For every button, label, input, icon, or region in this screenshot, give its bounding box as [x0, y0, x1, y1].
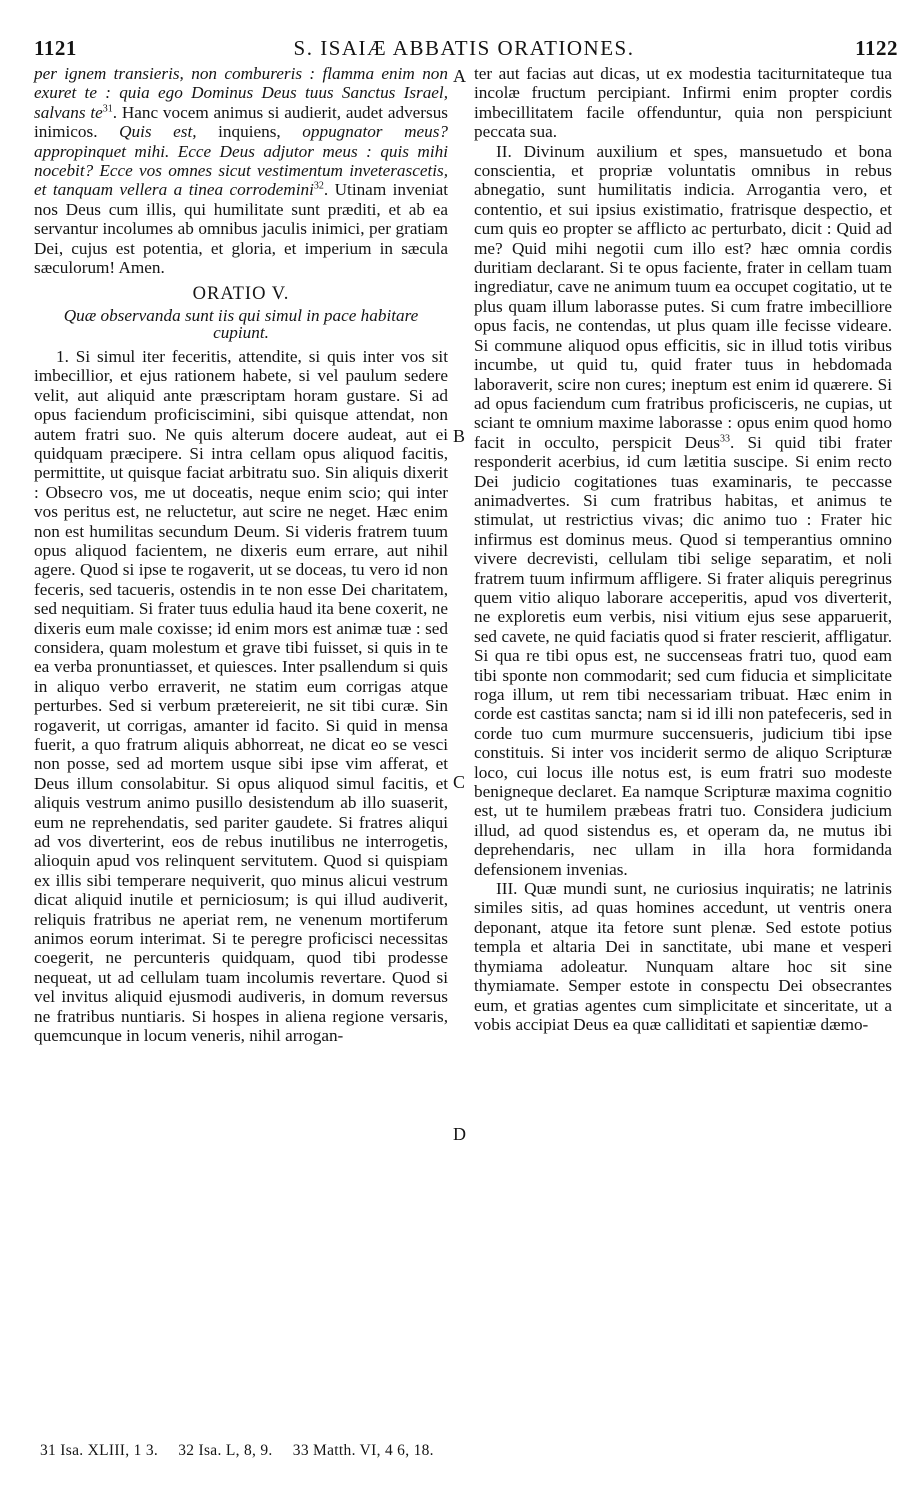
right-paragraph-3: III. Quæ mundi sunt, ne curiosius inquiratis; ne latrinis similes sitis, ad quas homines accedunt, ut ventris onera deponant, atque ita fetore sunt plenæ. Sed estote potius templa et altaria Dei in sanctitate, ubi mane et vesperi thymiama adoleatur. Nunquam altare hoc sit sine thymiamate. Semper estote in conspectu Dei obsecrantes eum, et gratias agentes cum simplicitate et sinceritate, ut a vobis accipiat Deus ea quæ calliditati et sapientiæ dæmo- [474, 879, 892, 1034]
running-header [30, 36, 898, 62]
margin-marker-b: B [453, 426, 466, 446]
body-text: II. Divinum auxilium et spes, mansuetudo et bona conscientia, et propriæ voluntatis omnibus in rebus abnegatio, sunt humilitatis indicia. Arrogantia vero, et contentio, et sui ipsius existimatio, fratrisque despectio, et cum quis eo propter se afflicto ac perturbato, dicit : Quid ad me? Quid mihi negotii cum illo est? hæc omnia cordis duritiam declarant. Si te opus faciente, frater in cellam tuam ingrediatur, cave ne animum tuum ea occupet cogitatio, ut te plus quam illum laborasse putes. Si cum fratre imbecilliore opus facis, ne contendas, ut plus quam ille fecisse videare. Si commune aliquod opus efficitis, sic in illud totis viribus incumbe, ut quid tu, quid frater tuus in hebdomada laboraverit, scire non cures; ineptum est enim id quærere. Si ad opus faciendum cum fratribus proficisceris, ne cupias, ut sciant te omnium maxime laborasse : opus enim quod homo facit in occulto, perspicit Deus [474, 141, 892, 452]
section-subtitle: Quæ observanda sunt iis qui simul in pace habitare cupiunt. [63, 305, 419, 342]
scripture-quote: oppugnator meus? appropinquet mihi. Ecce Deus adjutor meus : quis mihi nocebit? Ecce vos omnes sicut vestimentum inveterascetis, et tanquam vellera a tinea corrodemini [34, 122, 449, 200]
scripture-quote: per ignem transieris, non combureris : flamma enim non exuret te : quia ego Dominus Deus tuus Sanctus Israel, salvans te [34, 64, 448, 122]
footnote-ref: 31 [102, 103, 113, 115]
left-paragraph-2: 1. Si simul iter feceritis, attendite, si quis inter vos sit imbecillior, et ejus rationem habete, si vel paulum sedere velit, aut aliquid ante præscriptam horam gustare. Si ad opus faciendum proficiscimini, sibi quisque attendat, non autem fratri suo. Ne quis alterum docere audeat, aut ei quidquam præcipere. Si intra cellam opus aliquod facitis, permittite, ut quisque faciat arbitratu suo. Sin aliquis dixerit : Obsecro vos, me ut doceatis, neque enim scio; qui inter vos peritus est, ne reluctetur, aut scire ne neget. Hæc enim non est humilitas secundum Deum. Si videris fratrem tuum opus aliquod facientem, ne dixeris eum errare, aut nihil agere. Quod si ipse te rogaverit, ut se doceas, tu vero id non feceris, sed tacueris, ostendis in te non esse Dei charitatem, sed nequitiam. Si frater tuus edulia haud ita bene coxerit, ne dixeris eum male coxisse; id enim mors est animæ tuæ : sed considera, quam molestum et grave tibi fuisset, si quis in te ea verba pronuntiasset, et quiesces. Inter psallendum si quis in aliquo verbo erraverit, ne statim eum corrigas atque perturbes. Sed si verbum prætereierit, ne sit tibi curæ. Sin rogaverit, ut corrigas, amanter id facito. Si quid in mensa fuerit, a quo fratrum aliquis abhorreat, ne dicat eo se vesci non posse, sed ad mortem usque sibi ipse vim afferat, et Deus illum consolabitur. Si opus aliquod simul facitis, et aliquis vestrum animo pusillo desistendum ab illo suaserit, eum ne reprehendatis, sed pariter gaudete. Si fratres aliqui ad vos diverterint, eos de rebus inutilibus ne interrogetis, alioquin apud vos relinquent servitutem. Quod si quispiam ex illis sibi temperare nequiverit, quo minus alicui vestrum dicat aliquid inutile et perniciosum; is qui illud audiverit, reliquis fratribus ne aperiat rem, ne venenum mortiferum animos eorum interimat. Si te peregre proficisci necessitas coegerit, ne percunteris quidquam, quod tibi prodesse nequeat, ut ad cellulam tuam incolumis revertare. Quod si vel invitus aliquid ejusmodi audiveris, in domum reversus ne fratribus nuntiaris. Si hospes in aliena regione versaris, quemcunque in locum veneris, nihil arrogan- [34, 346, 448, 1046]
footnote-31: 31 Isa. XLIII, 1 3. [40, 1442, 159, 1459]
body-text: . Utinam inveniat nos Deus cum illis, qui humilitate sunt præditi, et ab ea servantur incolumes ab omnibus jaculis inimici, per gratiam Dei, cujus est potentia, et gloria, et imperium in sæcula sæculorum! Amen. [34, 180, 449, 278]
section-title: ORATIO V. [192, 284, 290, 305]
margin-marker-d: D [453, 1124, 466, 1144]
page-number-left: 1121 [34, 36, 77, 60]
body-text: inquiens, [218, 122, 281, 142]
body-text: . Hanc vocem animus si audierit, audet adversus inimicos. [34, 102, 448, 142]
body-text: . Si quid tibi frater responderit acerbius, id cum lætitia suscipe. Si enim recto Dei judicio cogitationes tuas examinaris, te peccasse animadvertes. Si cum fratribus habitas, et animus te stimulat, ut restrictius vivas; dic animo tuo : Frater hic infirmus est dominus meus. Quod si temperantius omnino vivere decrevisti, cellulam tibi selige separatim, et noli fratrem tuum infirmum affligere. Si frater aliquis peregrinus quem vitio aliquo laborare acceperitis, apud vos diverterit, ne exploretis eum verbis, nisi vitium ejus sese apparuerit, sed cavete, ne quid faciatis quod si frater rescierit, affligatur. Si qua re tibi opus est, ne succenseas fratri tuo, quod eam tibi sponte non commodarit; sed cum fiducia et simplicitate roga illum, ut rem tibi necessariam tribuat. Hæc enim in corde est castitas sancta; nam si id illi non patefeceris, sed in corde tuo cum murmure succensueris, judicium tibi ipse constituis. Si inter vos inciderit sermo de aliquo Scripturæ loco, cui locus ille notus est, is eum fratri suo modeste benigneque declaret. Ea namque Scripturæ maxima cognitio est, ut te humilem præbeas fratri tuo. Considera judicium illud, ad quod sistendus es, et operam da, ne mutus ibi deprehendaris, nec ullam in illa hora formidanda defensionem invenias. [474, 432, 893, 879]
footnote-ref: 32 [313, 180, 324, 192]
page-number-right: 1122 [855, 36, 898, 60]
right-paragraph-1: ter aut facias aut dicas, ut ex modestia taciturnitateque tua incolæ fructum percipiant. Infirmi enim propter cordis imbecillitatem facile offenduntur, quia non perspiciunt peccata sua. [474, 64, 892, 142]
running-title: S. ISAIÆ ABBATIS ORATIONES. [293, 36, 635, 60]
right-paragraph-2 [474, 142, 892, 879]
footnotes [40, 1442, 450, 1460]
scripture-quote: Quis est, [119, 122, 197, 142]
margin-marker-a: A [453, 66, 466, 86]
margin-marker-c: C [453, 772, 466, 792]
footnote-32: 32 Isa. L, 8, 9. [178, 1442, 273, 1459]
right-column [474, 64, 892, 1034]
footnote-33: 33 Matth. VI, 4 6, 18. [292, 1442, 434, 1459]
left-column [34, 64, 448, 1046]
left-paragraph-1 [34, 64, 448, 277]
footnote-ref: 33 [720, 432, 730, 444]
